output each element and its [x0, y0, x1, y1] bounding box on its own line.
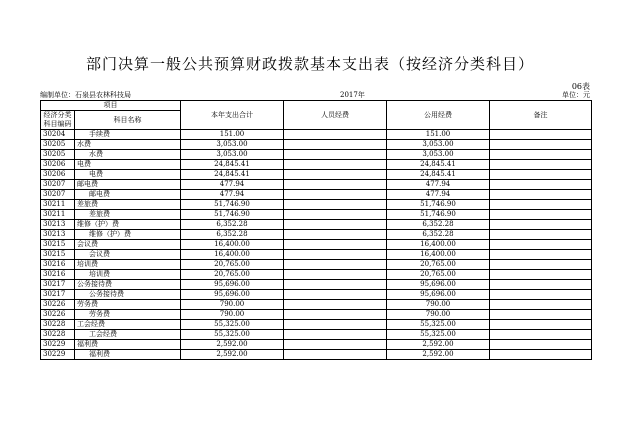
- cell-remark: [490, 260, 592, 270]
- cell-personnel: [284, 140, 387, 150]
- cell-public: 51,746.90: [387, 200, 490, 210]
- cell-remark: [490, 240, 592, 250]
- cell-total: 2,592.00: [181, 340, 284, 350]
- expense-table: [40, 100, 592, 360]
- cell-total: 51,746.90: [181, 210, 284, 220]
- table-row: [41, 280, 592, 290]
- cell-remark: [490, 250, 592, 260]
- cell-name: 维修（护）费: [75, 230, 181, 240]
- cell-total: 790.00: [181, 300, 284, 310]
- table-row: [41, 250, 592, 260]
- cell-public: 95,696.00: [387, 280, 490, 290]
- cell-total: 3,053.00: [181, 150, 284, 160]
- cell-code: 30211: [41, 210, 75, 220]
- cell-code: 30211: [41, 200, 75, 210]
- header-item: 项目: [41, 101, 181, 111]
- currency-unit: 单位：元: [562, 91, 590, 99]
- cell-total: 95,696.00: [181, 290, 284, 300]
- cell-total: 16,400.00: [181, 240, 284, 250]
- cell-public: 16,400.00: [387, 250, 490, 260]
- table-row: [41, 150, 592, 160]
- header-remark: 备注: [490, 101, 592, 130]
- cell-personnel: [284, 330, 387, 340]
- cell-personnel: [284, 350, 387, 360]
- cell-name: 邮电费: [75, 180, 181, 190]
- cell-name: 劳务费: [75, 310, 181, 320]
- cell-personnel: [284, 340, 387, 350]
- table-row: [41, 130, 592, 140]
- cell-remark: [490, 330, 592, 340]
- cell-name: 培训费: [75, 260, 181, 270]
- cell-name: 邮电费: [75, 190, 181, 200]
- cell-public: 95,696.00: [387, 290, 490, 300]
- cell-public: 151.00: [387, 130, 490, 140]
- cell-code: 30217: [41, 280, 75, 290]
- report-year: 2017年: [340, 91, 365, 99]
- report-meta: [40, 90, 590, 100]
- cell-personnel: [284, 250, 387, 260]
- table-row: [41, 170, 592, 180]
- cell-remark: [490, 270, 592, 280]
- cell-name: 福利费: [75, 340, 181, 350]
- cell-remark: [490, 130, 592, 140]
- cell-personnel: [284, 210, 387, 220]
- cell-name: 劳务费: [75, 300, 181, 310]
- cell-code: 30226: [41, 310, 75, 320]
- cell-code: 30204: [41, 130, 75, 140]
- cell-personnel: [284, 280, 387, 290]
- cell-total: 790.00: [181, 310, 284, 320]
- cell-name: 工会经费: [75, 320, 181, 330]
- cell-public: 6,352.28: [387, 220, 490, 230]
- cell-total: 55,325.00: [181, 330, 284, 340]
- table-row: [41, 310, 592, 320]
- cell-code: 30206: [41, 160, 75, 170]
- table-row: [41, 240, 592, 250]
- cell-total: 20,765.00: [181, 270, 284, 280]
- cell-code: 30229: [41, 340, 75, 350]
- cell-public: 6,352.28: [387, 230, 490, 240]
- table-row: [41, 210, 592, 220]
- cell-name: 福利费: [75, 350, 181, 360]
- cell-total: 151.00: [181, 130, 284, 140]
- cell-code: 30229: [41, 350, 75, 360]
- cell-code: 30213: [41, 220, 75, 230]
- cell-remark: [490, 320, 592, 330]
- cell-name: 差旅费: [75, 210, 181, 220]
- cell-remark: [490, 210, 592, 220]
- cell-name: 工会经费: [75, 330, 181, 340]
- cell-code: 30215: [41, 240, 75, 250]
- header-code: 经济分类科目编码: [41, 111, 75, 130]
- cell-personnel: [284, 190, 387, 200]
- cell-remark: [490, 290, 592, 300]
- page-title: 部门决算一般公共预算财政拨款基本支出表（按经济分类科目）: [85, 55, 534, 73]
- cell-name: 差旅费: [75, 200, 181, 210]
- cell-code: 30228: [41, 330, 75, 340]
- cell-remark: [490, 180, 592, 190]
- cell-personnel: [284, 180, 387, 190]
- cell-public: 790.00: [387, 310, 490, 320]
- cell-name: 公务接待费: [75, 280, 181, 290]
- cell-remark: [490, 190, 592, 200]
- cell-public: 477.94: [387, 180, 490, 190]
- table-row: [41, 160, 592, 170]
- cell-code: 30217: [41, 290, 75, 300]
- cell-total: 6,352.28: [181, 220, 284, 230]
- cell-code: 30215: [41, 250, 75, 260]
- cell-total: 20,765.00: [181, 260, 284, 270]
- cell-name: 会议费: [75, 240, 181, 250]
- table-row: [41, 220, 592, 230]
- cell-remark: [490, 170, 592, 180]
- cell-remark: [490, 220, 592, 230]
- cell-total: 51,746.90: [181, 200, 284, 210]
- cell-total: 24,845.41: [181, 170, 284, 180]
- cell-personnel: [284, 320, 387, 330]
- cell-code: 30205: [41, 140, 75, 150]
- table-row: [41, 330, 592, 340]
- form-number: 06表: [571, 82, 590, 91]
- cell-personnel: [284, 290, 387, 300]
- cell-public: 790.00: [387, 300, 490, 310]
- cell-name: 水费: [75, 140, 181, 150]
- cell-public: 3,053.00: [387, 140, 490, 150]
- cell-code: 30206: [41, 170, 75, 180]
- cell-total: 95,696.00: [181, 280, 284, 290]
- cell-personnel: [284, 310, 387, 320]
- cell-public: 477.94: [387, 190, 490, 200]
- cell-personnel: [284, 230, 387, 240]
- table-row: [41, 180, 592, 190]
- cell-public: 2,592.00: [387, 350, 490, 360]
- cell-code: 30216: [41, 260, 75, 270]
- table-body: [41, 130, 592, 360]
- cell-code: 30216: [41, 270, 75, 280]
- cell-personnel: [284, 150, 387, 160]
- table-row: [41, 230, 592, 240]
- cell-name: 电费: [75, 170, 181, 180]
- cell-remark: [490, 140, 592, 150]
- header-total: 本年支出合计: [181, 101, 284, 130]
- header-name: 科目名称: [75, 111, 181, 130]
- cell-personnel: [284, 160, 387, 170]
- cell-total: 477.94: [181, 190, 284, 200]
- table-row: [41, 260, 592, 270]
- cell-public: 55,325.00: [387, 320, 490, 330]
- cell-total: 24,845.41: [181, 160, 284, 170]
- cell-public: 24,845.41: [387, 160, 490, 170]
- cell-public: 51,746.90: [387, 210, 490, 220]
- table-row: [41, 340, 592, 350]
- header-personnel: 人员经费: [284, 101, 387, 130]
- cell-name: 公务接待费: [75, 290, 181, 300]
- cell-remark: [490, 300, 592, 310]
- cell-personnel: [284, 220, 387, 230]
- cell-total: 477.94: [181, 180, 284, 190]
- cell-personnel: [284, 170, 387, 180]
- cell-code: 30226: [41, 300, 75, 310]
- cell-public: 24,845.41: [387, 170, 490, 180]
- cell-public: 16,400.00: [387, 240, 490, 250]
- cell-code: 30213: [41, 230, 75, 240]
- cell-total: 55,325.00: [181, 320, 284, 330]
- cell-name: 维修（护）费: [75, 220, 181, 230]
- cell-public: 20,765.00: [387, 270, 490, 280]
- cell-code: 30207: [41, 190, 75, 200]
- cell-remark: [490, 310, 592, 320]
- cell-name: 培训费: [75, 270, 181, 280]
- cell-name: 电费: [75, 160, 181, 170]
- cell-public: 20,765.00: [387, 260, 490, 270]
- cell-personnel: [284, 240, 387, 250]
- cell-total: 3,053.00: [181, 140, 284, 150]
- table-row: [41, 320, 592, 330]
- cell-personnel: [284, 130, 387, 140]
- cell-total: 6,352.28: [181, 230, 284, 240]
- cell-personnel: [284, 270, 387, 280]
- cell-total: 16,400.00: [181, 250, 284, 260]
- cell-name: 水费: [75, 150, 181, 160]
- cell-personnel: [284, 260, 387, 270]
- header-public: 公用经费: [387, 101, 490, 130]
- cell-code: 30205: [41, 150, 75, 160]
- cell-remark: [490, 350, 592, 360]
- cell-personnel: [284, 200, 387, 210]
- cell-remark: [490, 280, 592, 290]
- cell-public: 2,592.00: [387, 340, 490, 350]
- cell-total: 2,592.00: [181, 350, 284, 360]
- cell-public: 3,053.00: [387, 150, 490, 160]
- cell-personnel: [284, 300, 387, 310]
- table-row: [41, 350, 592, 360]
- cell-name: 会议费: [75, 250, 181, 260]
- cell-code: 30228: [41, 320, 75, 330]
- table-row: [41, 300, 592, 310]
- cell-remark: [490, 160, 592, 170]
- cell-remark: [490, 340, 592, 350]
- cell-remark: [490, 200, 592, 210]
- table-row: [41, 270, 592, 280]
- cell-remark: [490, 150, 592, 160]
- table-row: [41, 290, 592, 300]
- table-row: [41, 190, 592, 200]
- org-name: 编制单位：石泉县农林科技局: [40, 91, 131, 99]
- cell-name: 手续费: [75, 130, 181, 140]
- cell-public: 55,325.00: [387, 330, 490, 340]
- cell-remark: [490, 230, 592, 240]
- table-row: [41, 140, 592, 150]
- table-row: [41, 200, 592, 210]
- cell-code: 30207: [41, 180, 75, 190]
